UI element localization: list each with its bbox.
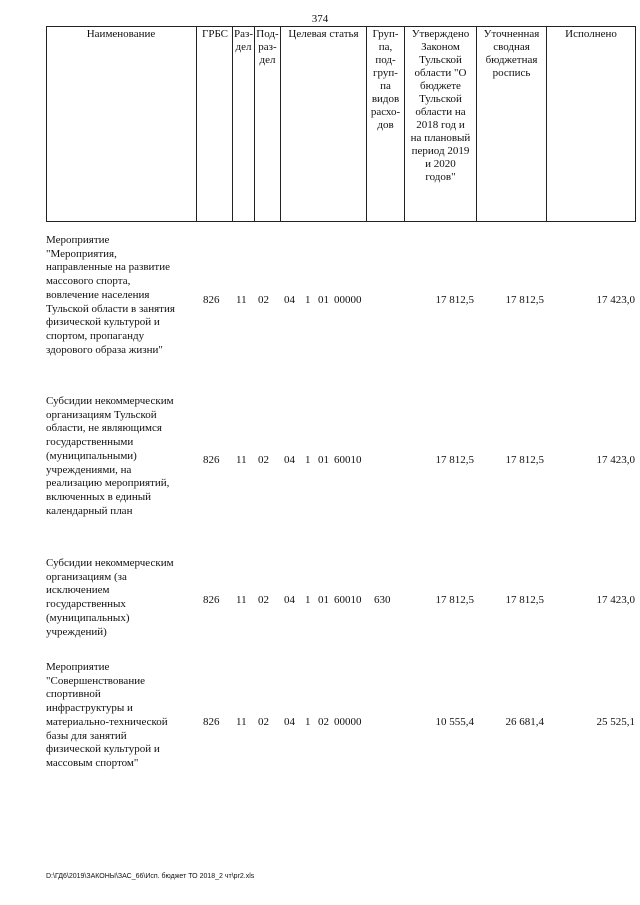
- row-refined: 26 681,4: [505, 716, 544, 728]
- row-target-direction: 60010: [334, 594, 362, 606]
- header-name: Наименование: [86, 28, 156, 40]
- row-target-subprogram: 1: [305, 716, 311, 728]
- row-target-subprogram: 1: [305, 294, 311, 306]
- row-target-program: 04: [284, 454, 295, 466]
- row-approved: 17 812,5: [435, 594, 474, 606]
- row-group: 630: [374, 594, 391, 606]
- row-target-direction: 60010: [334, 454, 362, 466]
- row-razdel: 11: [236, 294, 247, 306]
- row-target-program: 04: [284, 294, 295, 306]
- row-name: Мероприятие "Совершенствование спортивной инфраструктуры и материально-технической базы для занятий физической культурой и массовым спортом": [46, 661, 168, 769]
- row-razdel: 11: [236, 594, 247, 606]
- row-razdel: 11: [236, 454, 247, 466]
- row-podrazdel: 02: [258, 454, 269, 466]
- row-target-measure: 01: [318, 294, 329, 306]
- row-target-measure: 01: [318, 454, 329, 466]
- row-grbs: 826: [203, 454, 220, 466]
- header-target: Целевая статья: [288, 28, 359, 40]
- col-divider: [280, 26, 281, 222]
- header-group: Груп- па, под- груп- па видов расхо- дов: [370, 28, 401, 131]
- col-divider: [196, 26, 197, 222]
- row-refined: 17 812,5: [505, 454, 544, 466]
- row-name: Субсидии некоммерческим организациям Тульской области, не являющимся государственными (муниципальными) учреждениями, на реализацию мероприятий, включенных в единый календарный план: [46, 395, 174, 517]
- row-grbs: 826: [203, 294, 220, 306]
- col-divider: [635, 26, 636, 222]
- row-podrazdel: 02: [258, 716, 269, 728]
- header-executed: Исполнено: [565, 28, 617, 40]
- table-header: [46, 26, 636, 222]
- row-target-subprogram: 1: [305, 454, 311, 466]
- col-divider: [546, 26, 547, 222]
- header-top-border: [46, 26, 636, 27]
- row-approved: 17 812,5: [435, 454, 474, 466]
- row-executed: 17 423,0: [596, 294, 635, 306]
- footer-file-path: D:\ГД6\2019\ЗАКОНЫ\ЗАС_66\Исп. бюджет ТО 2018_2 чт\pr2.xls: [46, 873, 255, 880]
- row-target-program: 04: [284, 716, 295, 728]
- row-podrazdel: 02: [258, 594, 269, 606]
- row-grbs: 826: [203, 594, 220, 606]
- row-target-program: 04: [284, 594, 295, 606]
- row-name: Субсидии некоммерческим организациям (за исключением государственных (муниципальных) учреждений): [46, 557, 174, 638]
- row-name: Мероприятие "Мероприятия, направленные на развитие массового спорта, вовлечение населения Тульской области в занятия физической культурой и спортом, пропаганду здорового образа жизни": [46, 234, 175, 356]
- row-refined: 17 812,5: [505, 294, 544, 306]
- row-approved: 10 555,4: [435, 716, 474, 728]
- row-target-direction: 00000: [334, 716, 362, 728]
- col-divider: [46, 26, 47, 222]
- row-executed: 17 423,0: [596, 594, 635, 606]
- row-target-subprogram: 1: [305, 594, 311, 606]
- header-bottom-border: [46, 221, 636, 222]
- header-grbs: ГРБС: [201, 28, 229, 40]
- header-approved: Утверждено Законом Тульской области "О бюджете Тульской области на 2018 год и на плановый период 2019 и 2020 годов": [410, 28, 471, 183]
- row-target-measure: 02: [318, 716, 329, 728]
- row-target-direction: 00000: [334, 294, 362, 306]
- row-podrazdel: 02: [258, 294, 269, 306]
- row-refined: 17 812,5: [505, 594, 544, 606]
- row-razdel: 11: [236, 716, 247, 728]
- row-executed: 25 525,1: [596, 716, 635, 728]
- page-number: 374: [311, 13, 329, 25]
- header-podrazdel: Под- раз- дел: [256, 28, 279, 66]
- row-executed: 17 423,0: [596, 454, 635, 466]
- row-approved: 17 812,5: [435, 294, 474, 306]
- col-divider: [232, 26, 233, 222]
- row-target-measure: 01: [318, 594, 329, 606]
- header-refined: Уточненная сводная бюджетная роспись: [483, 28, 540, 79]
- row-grbs: 826: [203, 716, 220, 728]
- header-razdel: Раз- дел: [233, 28, 253, 53]
